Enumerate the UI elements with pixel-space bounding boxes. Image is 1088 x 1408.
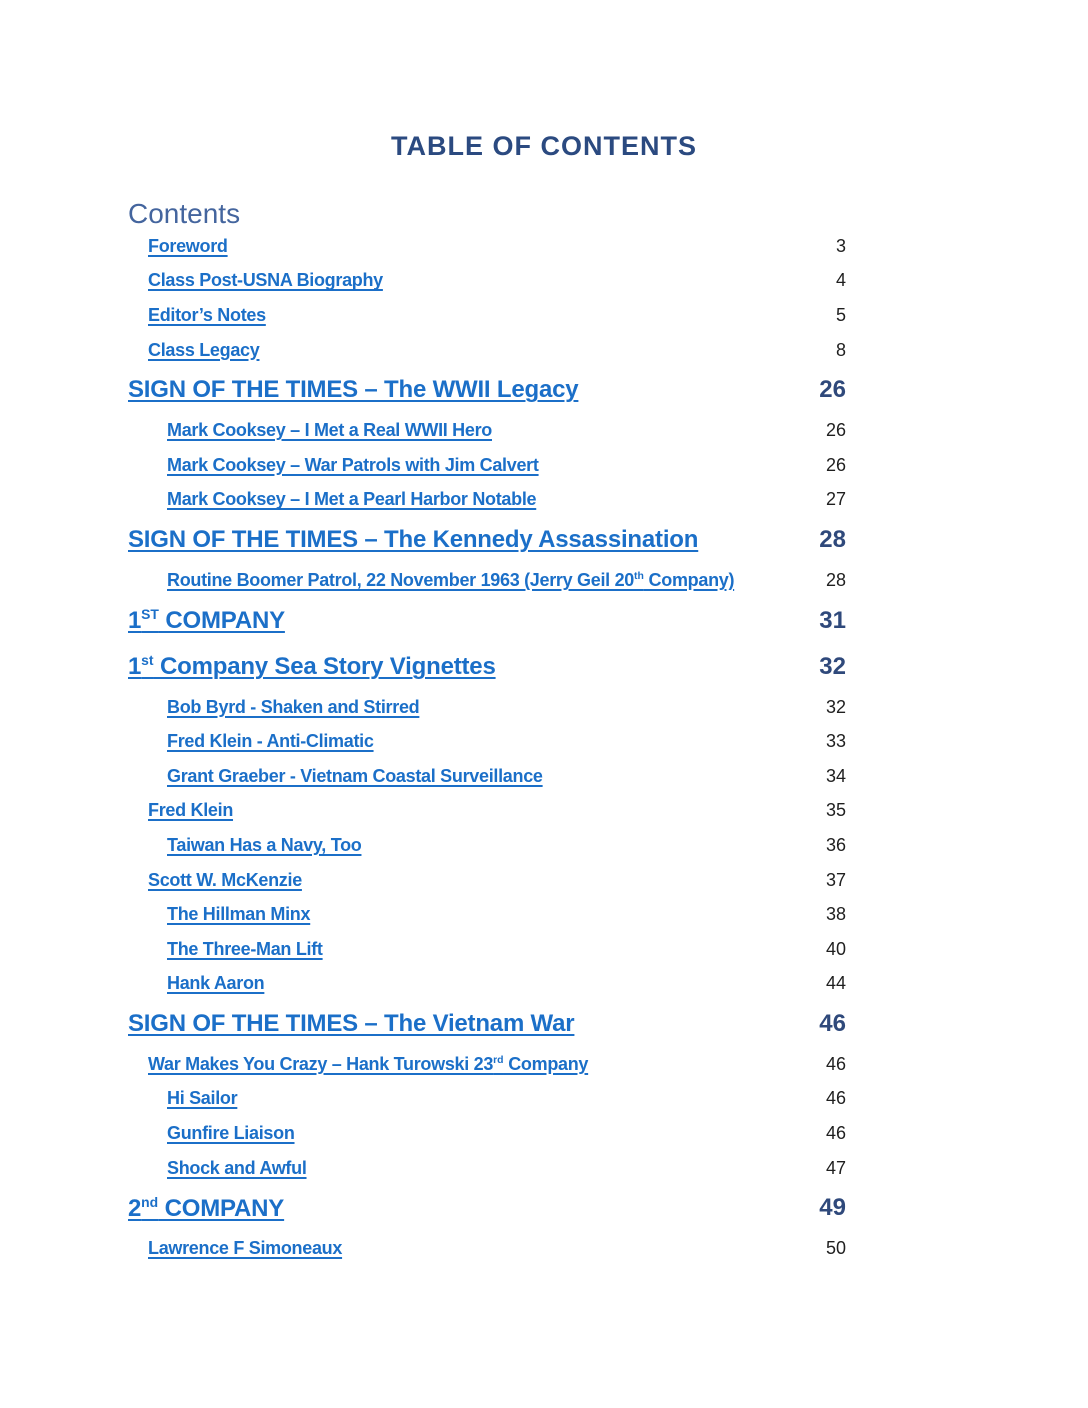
toc-entry-page-number: 46	[825, 1053, 846, 1074]
toc-entry-link[interactable]	[128, 1194, 284, 1223]
toc-entry-page-number: 40	[825, 938, 846, 959]
toc-entry-link[interactable]	[167, 731, 374, 752]
toc-entry	[128, 1116, 846, 1151]
toc-entry-label: Hank Aaron	[167, 973, 265, 994]
toc-entry-label: Company	[503, 1053, 589, 1074]
toc-entry-ordinal-suffix: nd	[141, 1193, 159, 1210]
toc-entry-label: Editor’s Notes	[148, 304, 266, 325]
toc-entry-page-number: 46	[819, 1010, 846, 1038]
toc-entry	[128, 598, 846, 644]
toc-entry-page-number: 33	[825, 731, 846, 752]
toc-entry	[128, 413, 846, 448]
toc-entry-link[interactable]	[148, 305, 266, 326]
toc-entry-page-number: 4	[835, 270, 846, 291]
toc-entry	[128, 690, 846, 725]
toc-entry-page-number: 37	[825, 869, 846, 890]
toc-entry-link[interactable]	[148, 236, 228, 257]
toc-entry-label: SIGN OF THE TIMES – The Vietnam War	[128, 1010, 575, 1038]
toc-section	[128, 199, 846, 1266]
toc-entry	[128, 1231, 846, 1266]
toc-entry-page-number: 46	[825, 1088, 846, 1109]
toc-entry	[128, 828, 846, 863]
toc-entry-label: Fred Klein	[148, 800, 234, 821]
toc-entry-label: COMPANY	[158, 1194, 285, 1222]
toc-entry-ordinal-suffix: rd	[493, 1054, 504, 1066]
toc-entry-page-number: 34	[825, 765, 846, 786]
toc-entry-link[interactable]	[167, 489, 536, 510]
toc-entry-label: The Three-Man Lift	[167, 938, 323, 959]
toc-entry-page-number: 31	[819, 606, 846, 634]
toc-entry-page-number: 38	[825, 904, 846, 925]
toc-entry-link[interactable]	[148, 800, 233, 821]
toc-entry	[128, 367, 846, 413]
toc-entry-link[interactable]	[167, 697, 419, 718]
toc-entry-ordinal-suffix: ST	[141, 606, 159, 623]
toc-entry-label: Mark Cooksey – I Met a Real WWII Hero	[167, 420, 492, 441]
toc-entry-page-number: 8	[835, 339, 846, 360]
toc-entry-label: 2	[128, 1194, 142, 1222]
toc-entry-link[interactable]	[167, 939, 323, 960]
toc-entry-page-number: 28	[819, 526, 846, 554]
toc-entry-label: Lawrence F Simoneaux	[148, 1238, 343, 1259]
toc-entry-link[interactable]	[128, 1010, 574, 1038]
toc-entry-label: Scott W. McKenzie	[148, 869, 302, 890]
toc-entry-link[interactable]	[128, 376, 578, 404]
toc-entry	[128, 1185, 846, 1231]
toc-entry-link[interactable]	[128, 526, 698, 554]
toc-entry-label: Taiwan Has a Navy, Too	[167, 834, 362, 855]
toc-entry-page-number: 49	[819, 1194, 846, 1222]
toc-entry-label: 1	[128, 653, 142, 681]
toc-entry-label: Gunfire Liaison	[167, 1123, 295, 1144]
toc-entry	[128, 298, 846, 333]
toc-entry-page-number: 26	[825, 420, 846, 441]
toc-entry	[128, 724, 846, 759]
toc-entry-link[interactable]	[167, 766, 543, 787]
toc-entry-label: Shock and Awful	[167, 1157, 307, 1178]
toc-entry	[128, 967, 846, 1002]
toc-entry	[128, 517, 846, 563]
toc-entry-label: Routine Boomer Patrol, 22 November 1963 (Jerry Geil 20	[167, 569, 634, 590]
toc-entry	[128, 483, 846, 518]
toc-entry-link[interactable]	[128, 606, 285, 635]
toc-entry-label: Fred Klein - Anti-Climatic	[167, 731, 374, 752]
toc-entry-link[interactable]	[167, 1123, 295, 1144]
toc-entry-label: Bob Byrd - Shaken and Stirred	[167, 696, 420, 717]
toc-entry	[128, 229, 846, 264]
toc-entry-label: Mark Cooksey – War Patrols with Jim Calvert	[167, 454, 539, 475]
toc-entry-page-number: 32	[819, 652, 846, 680]
toc-entry-page-number: 32	[825, 696, 846, 717]
toc-entry-label: Grant Graeber - Vietnam Coastal Surveillance	[167, 765, 543, 786]
toc-entry	[128, 932, 846, 967]
toc-entry-label: COMPANY	[158, 607, 285, 635]
toc-entry	[128, 794, 846, 829]
toc-entry-page-number: 26	[825, 454, 846, 475]
toc-entry-link[interactable]	[167, 835, 361, 856]
toc-entry-ordinal-suffix: th	[634, 570, 644, 582]
toc-entry-label: Hi Sailor	[167, 1088, 238, 1109]
toc-entry	[128, 863, 846, 898]
toc-entry-ordinal-suffix: st	[141, 652, 154, 669]
toc-entry-page-number: 36	[825, 834, 846, 855]
toc-entry-link[interactable]	[148, 1054, 588, 1075]
toc-entry-label: SIGN OF THE TIMES – The Kennedy Assassination	[128, 526, 699, 554]
toc-entry-link[interactable]	[128, 652, 496, 681]
toc-entry-link[interactable]	[148, 1238, 342, 1259]
table-of-contents	[128, 229, 846, 1266]
toc-entry-page-number: 26	[819, 376, 846, 404]
toc-entry-page-number: 5	[835, 304, 846, 325]
toc-entry-link[interactable]	[167, 570, 734, 591]
toc-entry	[128, 1001, 846, 1047]
toc-entry-label: Mark Cooksey – I Met a Pearl Harbor Notable	[167, 489, 537, 510]
toc-entry-label: Class Post-USNA Biography	[148, 270, 383, 291]
toc-entry-label: Foreword	[148, 235, 228, 256]
toc-entry-label: Company Sea Story Vignettes	[153, 653, 496, 681]
toc-entry-label: 1	[128, 607, 142, 635]
toc-entry-label: The Hillman Minx	[167, 904, 311, 925]
toc-entry-link[interactable]	[167, 973, 264, 994]
toc-entry	[128, 333, 846, 368]
toc-entry	[128, 1082, 846, 1117]
toc-entry-page-number: 44	[825, 973, 846, 994]
page-title: TABLE OF CONTENTS	[391, 131, 697, 161]
toc-entry-link[interactable]	[148, 340, 259, 361]
toc-entry-page-number: 35	[825, 800, 846, 821]
toc-entry-page-number: 28	[825, 569, 846, 590]
toc-entry-page-number: 50	[825, 1238, 846, 1259]
toc-entry-page-number: 46	[825, 1123, 846, 1144]
toc-entry	[128, 759, 846, 794]
toc-entry-link[interactable]	[167, 1158, 307, 1179]
toc-entry-link[interactable]	[148, 870, 302, 891]
toc-entry-link[interactable]	[167, 904, 310, 925]
toc-entry-page-number: 3	[835, 235, 846, 256]
toc-entry-label: SIGN OF THE TIMES – The WWII Legacy	[128, 376, 579, 404]
toc-entry	[128, 1047, 846, 1082]
toc-entry-link[interactable]	[148, 270, 383, 291]
toc-entry-link[interactable]	[167, 455, 539, 476]
toc-entry-link[interactable]	[167, 420, 492, 441]
toc-entry-page-number: 47	[825, 1157, 846, 1178]
contents-heading: Contents	[128, 198, 241, 229]
toc-entry	[128, 563, 846, 598]
toc-entry	[128, 264, 846, 299]
toc-entry	[128, 897, 846, 932]
toc-entry-page-number: 27	[825, 489, 846, 510]
toc-entry	[128, 448, 846, 483]
toc-entry	[128, 1151, 846, 1186]
toc-entry-label: Company)	[643, 569, 735, 590]
toc-entry-link[interactable]	[167, 1088, 237, 1109]
toc-entry	[128, 644, 846, 690]
toc-entry-label: War Makes You Crazy – Hank Turowski 23	[148, 1053, 494, 1074]
toc-entry-label: Class Legacy	[148, 339, 260, 360]
